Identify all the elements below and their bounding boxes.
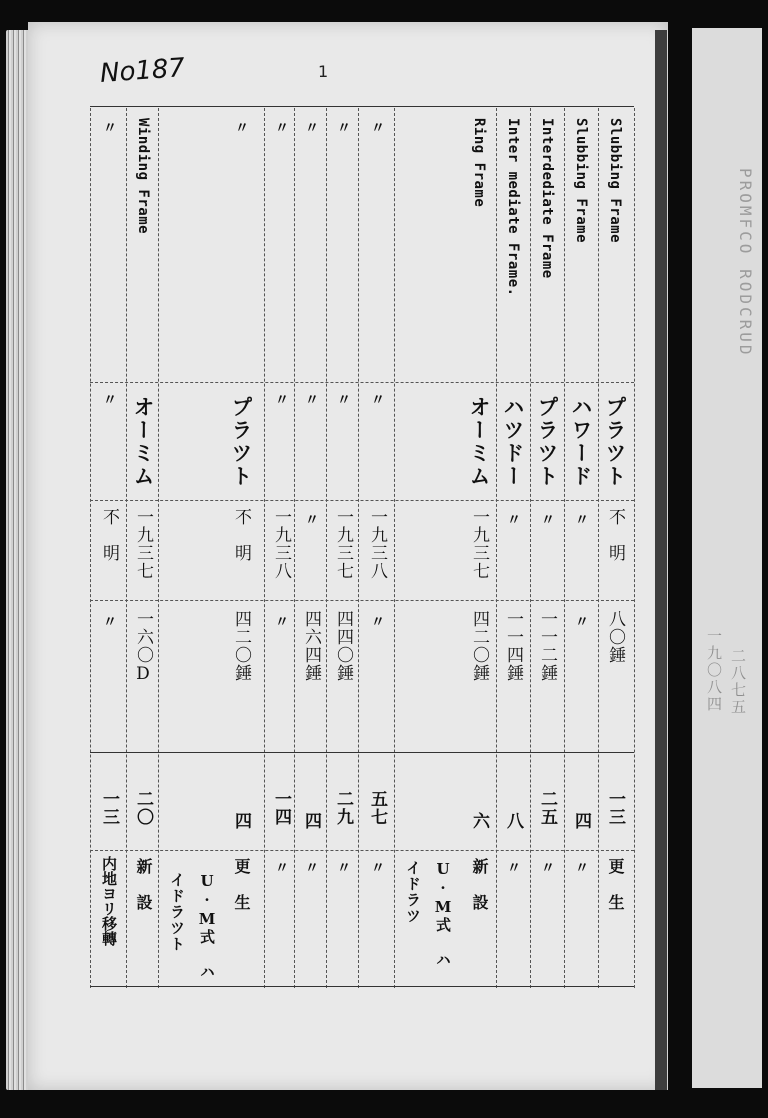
column-divider-machine — [90, 382, 634, 383]
machine-count: 二〇 — [133, 790, 153, 826]
spindle-count: 一六〇D — [133, 610, 153, 685]
spindle-count: 四二〇錘 — [469, 610, 489, 682]
machine-name: Slubbing Frame — [607, 118, 623, 244]
machine-name: Interdediate Frame — [539, 118, 555, 279]
machine-name: 〃 — [369, 120, 385, 134]
table-divider — [530, 108, 531, 988]
column-divider-year — [90, 600, 634, 601]
machine-name: Ring Frame — [471, 118, 487, 208]
machine-count: 八 — [503, 812, 523, 830]
table-divider — [564, 108, 565, 988]
table-divider — [264, 108, 265, 988]
machine-name: 〃 — [101, 120, 117, 134]
remarks: 更 生 — [232, 858, 251, 912]
remarks-detail: U·M式 ハイドラツト — [168, 872, 216, 980]
machine-count: 一四 — [271, 790, 291, 826]
install-year: 不 明 — [605, 508, 625, 562]
table-divider — [126, 108, 127, 988]
maker-name: 〃 — [101, 392, 117, 406]
remarks: 更 生 — [606, 858, 625, 912]
column-divider-spindles — [90, 752, 634, 753]
table-divider — [598, 108, 599, 988]
machine-name: 〃 — [335, 120, 351, 134]
facing-page — [692, 28, 762, 1088]
page-number: No187 — [99, 53, 186, 89]
machine-count: 四 — [231, 812, 251, 830]
install-year: 〃 — [539, 512, 555, 526]
machine-count: 一三 — [99, 790, 119, 826]
facing-page-bleed-text: 二八七五 — [729, 648, 747, 716]
machine-name: Slubbing Frame — [573, 118, 589, 244]
install-year: 一九三八 — [367, 508, 387, 580]
top-mark: 1 — [318, 62, 329, 81]
maker-name: プラツト — [535, 396, 560, 488]
install-year: 一九三七 — [333, 508, 353, 580]
column-divider-count — [90, 850, 634, 851]
machine-count: 一三 — [605, 790, 625, 826]
machine-name: Winding Frame — [135, 118, 151, 235]
table-border-right — [634, 108, 635, 988]
facing-page-bleed-text: 一九〇八四 — [705, 628, 723, 713]
machine-count: 六 — [469, 812, 489, 830]
machine-name: Inter mediate Frame. — [505, 118, 521, 297]
maker-name: 〃 — [335, 392, 351, 406]
remarks: 〃 — [335, 860, 351, 874]
maker-name: プラツト — [229, 396, 254, 488]
maker-name: 〃 — [369, 392, 385, 406]
spindle-count: 〃 — [101, 614, 117, 628]
install-year: 不 明 — [231, 508, 251, 562]
table-divider — [358, 108, 359, 988]
maker-name: ハワード — [569, 396, 594, 488]
install-year: 〃 — [303, 512, 319, 526]
remarks: 内地ヨリ移轉 — [100, 856, 118, 946]
spindle-count: 〃 — [573, 614, 589, 628]
remarks: 〃 — [539, 860, 555, 874]
install-year: 一九三八 — [271, 508, 291, 580]
table-divider — [326, 108, 327, 988]
table-border-top — [90, 106, 634, 107]
install-year: 〃 — [573, 512, 589, 526]
spindle-count: 〃 — [369, 614, 385, 628]
machine-count: 四 — [301, 812, 321, 830]
install-year: 一九三七 — [133, 508, 153, 580]
spindle-count: 一一四錘 — [503, 610, 523, 682]
table-divider — [394, 108, 395, 988]
spindle-count: 〃 — [273, 614, 289, 628]
machine-count: 二九 — [333, 790, 353, 826]
spindle-count: 四二〇錘 — [231, 610, 251, 682]
maker-name: オーミム — [131, 396, 156, 488]
column-divider-maker — [90, 500, 634, 501]
table-divider — [496, 108, 497, 988]
maker-name: オーミム — [467, 396, 492, 488]
remarks-detail: U·M式 ハイドラツ — [404, 860, 452, 968]
install-year: 〃 — [505, 512, 521, 526]
spindle-count: 四四〇錘 — [333, 610, 353, 682]
remarks: 〃 — [303, 860, 319, 874]
remarks: 新 設 — [470, 858, 489, 912]
machine-count: 四 — [571, 812, 591, 830]
remarks: 〃 — [369, 860, 385, 874]
machine-count: 五七 — [367, 790, 387, 826]
maker-name: ハツドー — [501, 396, 526, 488]
remarks: 〃 — [273, 860, 289, 874]
install-year: 一九三七 — [469, 508, 489, 580]
spindle-count: 八〇錘 — [605, 610, 625, 664]
book-spine — [6, 30, 30, 1090]
maker-name: プラツト — [603, 396, 628, 488]
machine-name: 〃 — [273, 120, 289, 134]
remarks: 新 設 — [134, 858, 153, 912]
facing-page-bleed-text: PROMFCO RODCRUD — [736, 168, 755, 358]
machine-name: 〃 — [233, 120, 249, 134]
remarks: 〃 — [573, 860, 589, 874]
install-year: 不 明 — [99, 508, 119, 562]
maker-name: 〃 — [273, 392, 289, 406]
table-border-left — [90, 108, 91, 988]
page-gutter-shadow — [655, 30, 667, 1090]
table-divider — [158, 108, 159, 988]
table-border-bottom — [90, 986, 634, 987]
machine-name: 〃 — [303, 120, 319, 134]
maker-name: 〃 — [303, 392, 319, 406]
machine-count: 二五 — [537, 790, 557, 826]
spindle-count: 四六四錘 — [301, 610, 321, 682]
spindle-count: 一一二錘 — [537, 610, 557, 682]
remarks: 〃 — [505, 860, 521, 874]
